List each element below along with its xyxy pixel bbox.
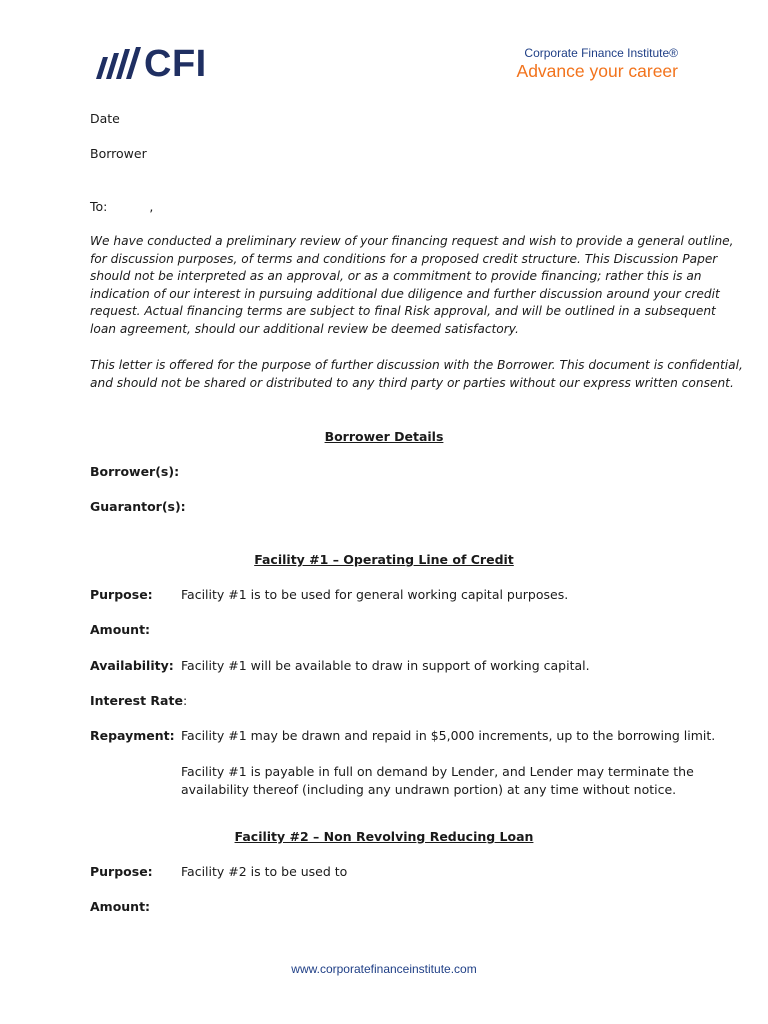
facility1-purpose-value: Facility #1 is to be used for general working capital purposes.: [181, 587, 569, 602]
intro-line: loan agreement, should our additional review be deemed satisfactory.: [90, 321, 519, 336]
borrower-details-heading: Borrower Details: [324, 429, 444, 444]
header-tagline: [517, 45, 678, 82]
intro-line: should not be interpreted as an approval, or as a commitment to provide financing; rather this is an: [90, 269, 702, 283]
facility1-availability-label: Availability:: [90, 658, 174, 673]
facility1-repayment-note: [181, 763, 694, 798]
facility1-interest-label: [90, 692, 187, 710]
intro-paragraph: [90, 233, 734, 338]
intro-line: request. Actual financing terms are subject to final Risk approval, and will be outlined in a subsequent: [90, 304, 716, 318]
cfi-logo: [94, 44, 207, 84]
repayment-note-line: availability thereof (including any undrawn portion) at any time without notice.: [181, 781, 677, 797]
borrowers-label: Borrower(s):: [90, 464, 180, 479]
confidential-paragraph: [90, 357, 743, 392]
facility1-repayment-label: Repayment:: [90, 728, 175, 743]
facility2-purpose-value: Facility #2 is to be used to: [181, 864, 348, 879]
logo-text: CFI: [144, 43, 207, 85]
to-label: To:: [90, 199, 108, 214]
facility1-repayment-value: Facility #1 may be drawn and repaid in $5,000 increments, up to the borrowing limit.: [181, 728, 716, 743]
to-suffix: ,: [149, 199, 154, 214]
facility2-amount-label: Amount:: [90, 899, 151, 914]
facility2-purpose-label: Purpose:: [90, 864, 153, 879]
footer-url[interactable]: www.corporatefinanceinstitute.com: [291, 962, 477, 976]
to-line: [90, 198, 153, 216]
cfi-stripes-icon: [94, 44, 142, 84]
facility1-heading: Facility #1 – Operating Line of Credit: [254, 552, 514, 567]
date-label: Date: [90, 111, 120, 126]
intro-line: for discussion purposes, of terms and conditions for a proposed credit structure. This Discussion Paper: [90, 251, 718, 266]
guarantors-label: Guarantor(s):: [90, 499, 186, 514]
intro-line: We have conducted a preliminary review of your financing request and wish to provide a general outline,: [90, 234, 734, 248]
interest-rate-text: Interest Rate: [90, 693, 183, 708]
confidential-line: This letter is offered for the purpose of further discussion with the Borrower. This document is confidential,: [90, 358, 743, 372]
borrower-label: Borrower: [90, 146, 147, 161]
facility1-purpose-label: Purpose:: [90, 587, 153, 602]
repayment-note-line: Facility #1 is payable in full on demand by Lender, and Lender may terminate the: [181, 764, 694, 779]
intro-line: indication of our interest in pursuing additional due diligence and further discussion around your credit: [90, 286, 720, 301]
tagline-career: Advance your career: [516, 61, 678, 81]
facility1-amount-label: Amount:: [90, 622, 151, 637]
facility2-heading: Facility #2 – Non Revolving Reducing Loan: [234, 829, 534, 844]
interest-rate-colon: :: [182, 693, 188, 708]
confidential-line: and should not be shared or distributed to any third party or parties without our express written consent.: [90, 375, 734, 390]
institute-name: Corporate Finance Institute®: [524, 46, 678, 60]
facility1-availability-value: Facility #1 will be available to draw in support of working capital.: [181, 658, 590, 673]
